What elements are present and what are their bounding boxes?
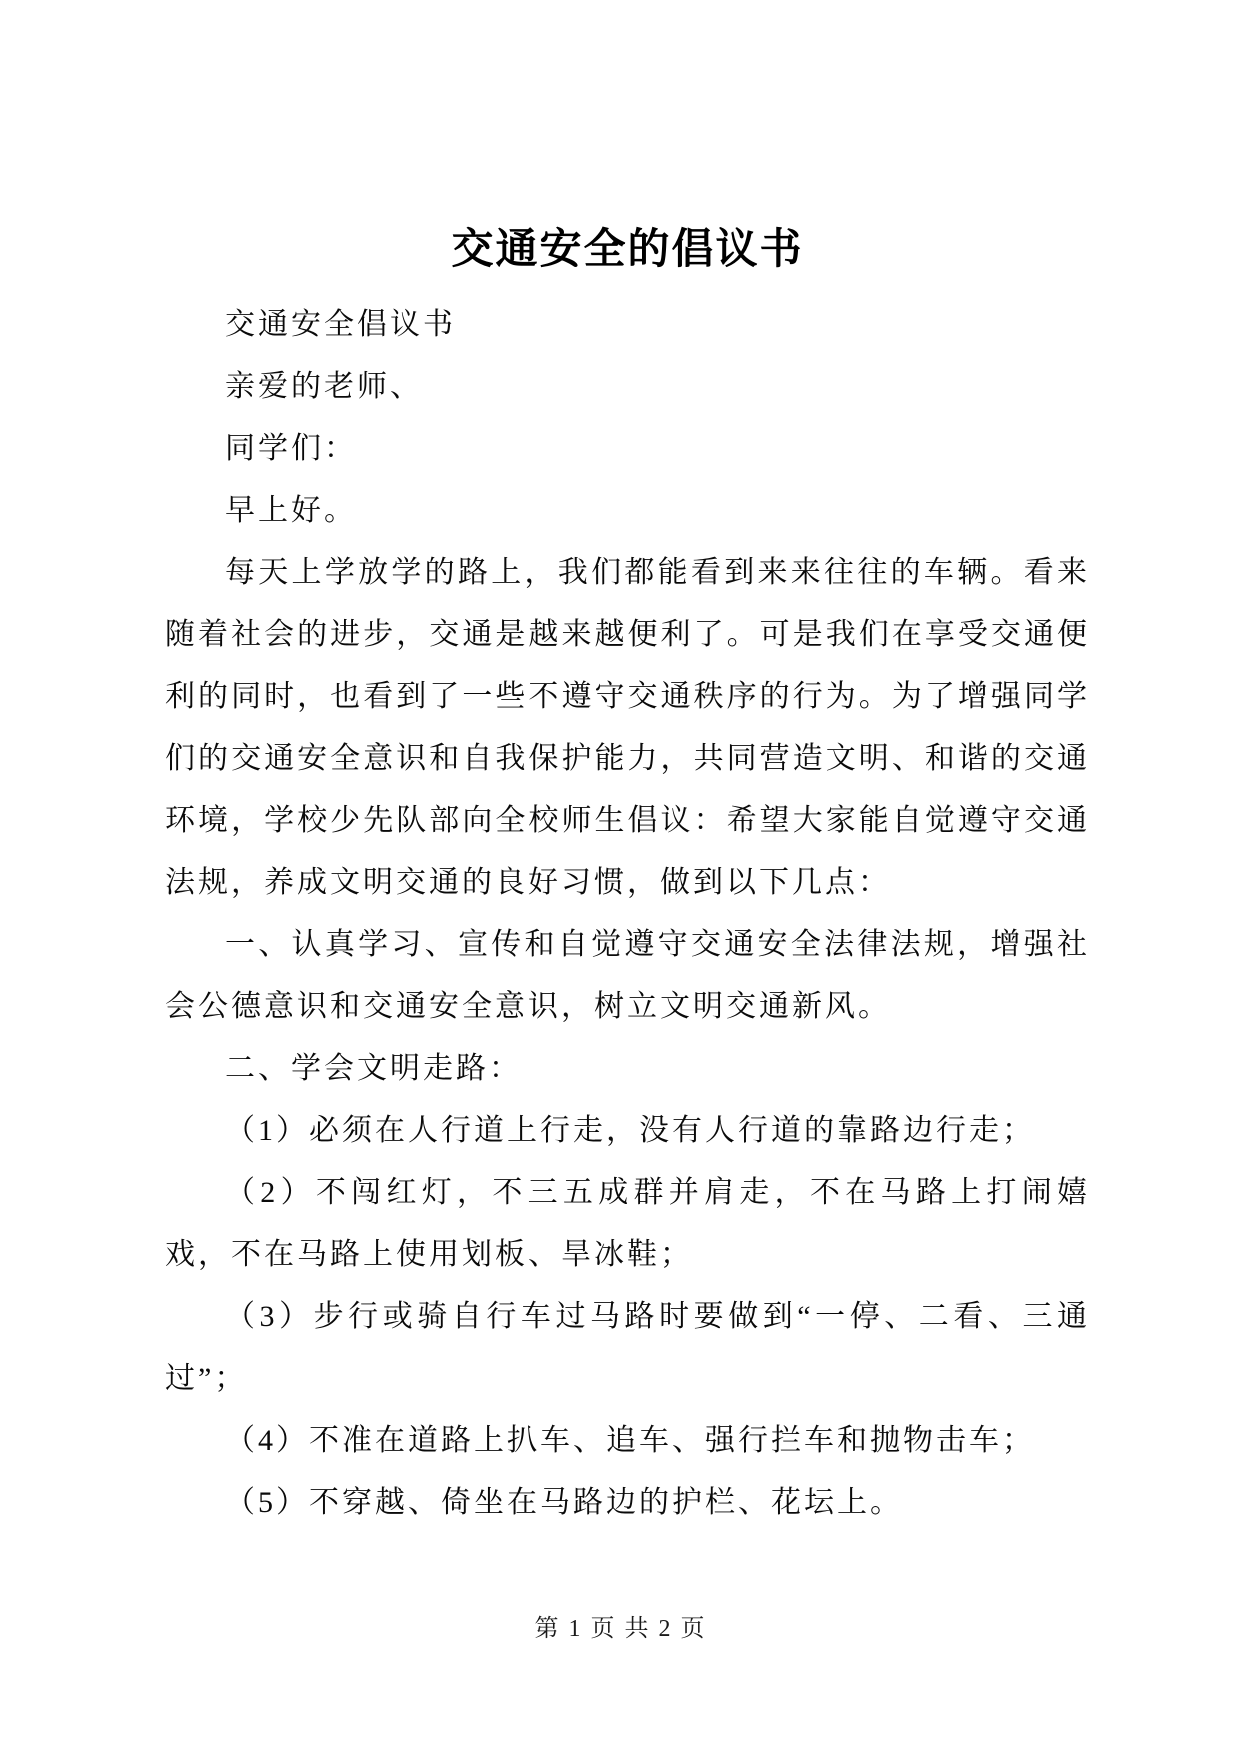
item-two: 二、学会文明走路： [225,1052,522,1085]
sub-item-1: （1）必须在人行道上行走，没有人行道的靠路边行走； [225,1114,1035,1147]
sub-item-4: （4）不准在道路上扒车、追车、强行拦车和抛物击车； [225,1424,1035,1457]
document-body [165,294,1090,1534]
sub-item-2: （2）不闯红灯，不三五成群并肩走，不在马路上打闹嬉戏，不在马路上使用划板、旱冰鞋； [165,1176,1090,1271]
sub-item-5: （5）不穿越、倚坐在马路边的护栏、花坛上。 [225,1486,903,1519]
greeting-line: 早上好。 [225,494,357,527]
page-number-indicator: 第 1 页 共 2 页 [534,1616,707,1642]
subtitle-line: 交通安全倡议书 [225,308,456,341]
item-one: 一、认真学习、宣传和自觉遵守交通安全法律法规，增强社会公德意识和交通安全意识，树立文明交通新风。 [165,928,1090,1023]
document-title: 交通安全的倡议书 [451,227,804,273]
salutation-students: 同学们： [225,432,357,465]
intro-paragraph: 每天上学放学的路上，我们都能看到来来往往的车辆。看来随着社会的进步，交通是越来越便利了。可是我们在享受交通便利的同时，也看到了一些不遵守交通秩序的行为。为了增强同学们的交通安全意识和自我保护能力，共同营造文明、和谐的交通环境，学校少先队部向全校师生倡议：希望大家能自觉遵守交通法规，养成文明交通的良好习惯，做到以下几点： [165,556,1090,899]
salutation-teachers: 亲爱的老师、 [225,370,423,403]
sub-item-3: （3）步行或骑自行车过马路时要做到“一停、二看、三通过”； [165,1300,1090,1395]
